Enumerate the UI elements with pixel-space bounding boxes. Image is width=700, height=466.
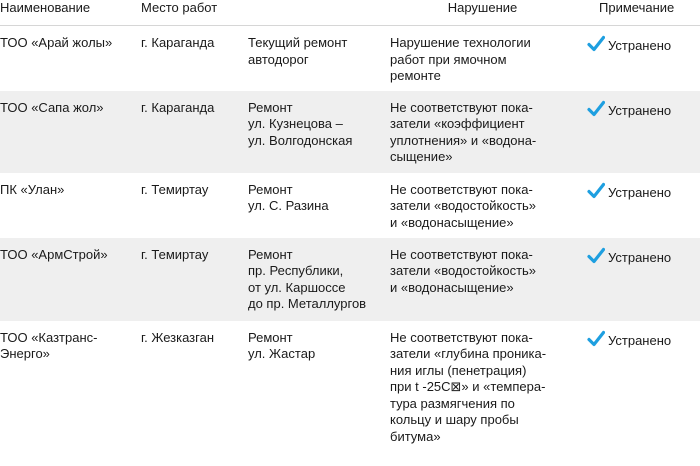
note-text: Устранено: [608, 38, 672, 53]
cell-note: [579, 26, 700, 91]
cell-place: г. Караганда: [141, 35, 215, 50]
cell-name: ТОО «Сапа жол»: [0, 91, 141, 173]
cell-work: Текущий ремонт автодорог: [248, 35, 348, 67]
check-icon: [587, 247, 605, 265]
cell-note: [579, 91, 700, 173]
header-violation: Нарушение: [390, 0, 579, 26]
cell-name: ТОО «Казтранс- Энерго»: [0, 329, 98, 361]
table-body: [0, 26, 700, 460]
cell-note: [579, 321, 700, 460]
table-row: [0, 238, 700, 321]
cell-name: ТОО «Арай жолы»: [0, 35, 113, 50]
cell-name: ТОО «АрмСтрой»: [0, 238, 141, 321]
cell-violation: Не соответствуют пока- затели «глубина проника- ния иглы (пенетрация) при t -25С⊠» и «темпера- тура размягчения по кольцу и шару пробы битума»: [390, 329, 547, 444]
cell-violation: Не соответствуют пока- затели «водостойкость» и «водонасыщение»: [390, 238, 579, 321]
cell-work: Ремонт ул. С. Разина: [248, 181, 329, 213]
cell-work: Ремонт пр. Республики, от ул. Каршоссе до пр. Металлургов: [248, 238, 390, 321]
note-text: Устранено: [608, 102, 672, 118]
cell-work: Ремонт ул. Кузнецова – ул. Волгодонская: [248, 91, 390, 173]
cell-note: [579, 238, 700, 321]
header-place: Место работ: [141, 0, 248, 26]
check-icon: [587, 100, 605, 118]
header-work: [248, 0, 390, 26]
cell-name: ПК «Улан»: [0, 181, 65, 197]
table-row: [0, 91, 700, 173]
cell-note: [579, 173, 700, 238]
table-row: [0, 26, 700, 91]
cell-work: Ремонт ул. Жастар: [248, 329, 316, 361]
header-note: Примечание: [579, 0, 700, 26]
cell-place: г. Темиртау: [141, 181, 209, 197]
check-icon: [587, 182, 605, 200]
cell-place: г. Жезказган: [141, 329, 215, 345]
table-header: [0, 0, 700, 26]
cell-violation: Нарушение технологии работ при ямочном ремонте: [390, 35, 531, 83]
check-icon: [587, 330, 605, 348]
note-text: Устранено: [608, 249, 672, 265]
header-row: [0, 0, 700, 26]
header-name: Наименование: [0, 0, 141, 26]
note-text: Устранено: [608, 332, 672, 348]
cell-violation: Не соответствуют пока- затели «водостойкость» и «водонасыщение»: [390, 181, 537, 230]
note-text: Устранено: [608, 184, 672, 200]
cell-place: г. Караганда: [141, 91, 248, 173]
cell-violation: Не соответствуют пока- затели «коэффициент уплотнения» и «водона- сыщение»: [390, 91, 579, 173]
table-row: [0, 173, 700, 238]
cell-place: г. Темиртау: [141, 238, 248, 321]
check-icon: [587, 35, 605, 53]
table-row: [0, 321, 700, 460]
